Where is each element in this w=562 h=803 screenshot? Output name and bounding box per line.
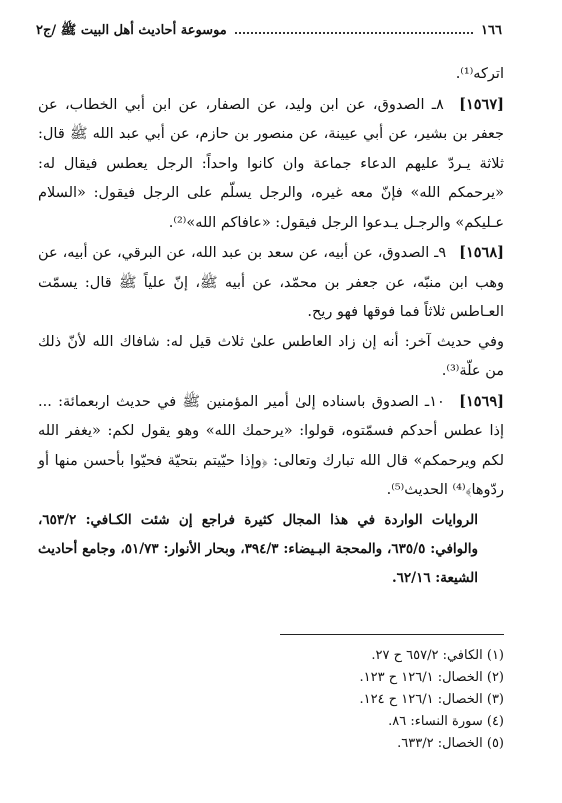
hadith-1569 [38,387,504,506]
hadith-number: [١٥٦٩] [459,392,504,410]
running-title: موسوعة أحاديث أهل البيت ﷺ /ج٢ [36,23,227,38]
hadith-number: [١٥٦٧] [459,95,504,113]
footnote-item: (١) الكافي: ٦٥٧/٢ ح ٢٧. [371,648,504,663]
references-note: الروايات الواردة في هذا المجال كثيرة فراجع إن شئت الكـافي: ٦٥٣/٢، والوافي: ٦٣٥/٥، والمحجة البـيضاء: ٣٩٤/٣، وبحار الأنوار: ٥١/٧٣، وجامع أحاديث الشيعة: ٦٢/١٦. [38,511,479,586]
hadith-text: ٨ـ الصدوق، عن ابن وليد، عن الصفار، عن ابن أبي الخطاب، عن جعفر بن بشير، عن أبي عيينة، عن منصور بن حازم، عن أبي عبد الله ﷺ قال: ثلاثة يـردّ عليهم الدعاء جماعة وان كانوا واحداً: الرجل يعطس فيقال له: «يرحمكم الله» فإنّ معه غيره، والرجل يسلّم على الرجل فيقول: «السلام عـليكم» والرجـل يـدعوا الرجل فيقول: «عافاكم الله»⁽²⁾. [38,96,504,231]
hadith-1568-extra: وفي حديث آخر: أنه إن زاد العاطس علىٰ ثلاث قيل له: شافاك الله لأنّ ذلك من علّة⁽³⁾. [38,333,504,379]
hadith-1567 [38,90,504,239]
hadith-number: [١٥٦٨] [459,244,505,261]
footnote-item: (٤) سورة النساء: ٨٦. [388,714,504,729]
footnote-divider [280,634,504,635]
footnote-item: (٥) الخصال: ٦٣٣/٢. [397,736,504,751]
page-body [38,60,504,593]
hadith-1568 [38,238,504,328]
intro-line: اتركه⁽¹⁾. [455,66,504,82]
footnote-item: (٢) الخصال: ١٢٦/١ ح ١٢٣. [359,670,504,685]
header-dotted-leader [235,32,473,34]
footnotes [38,645,504,755]
footnote-item: (٣) الخصال: ١٢٦/١ ح ١٢٤. [359,692,504,707]
hadith-text: ١٠ـ الصدوق باسناده إلىٰ أمير المؤمنين ﷺ في حديث اربعمائة: ... إذا عطس أحدكم فسمّتوه، قولوا: «يرحمك الله» وهو يقول لكم: «يغفر الله لكم ويرحمكم» قال الله تبارك وتعالى: ﴿وإذا حيّيتم بتحيّة فحيّوا بأحسن منها أو ردّوها﴾⁽⁴⁾ الحديث⁽⁵⁾. [38,393,504,498]
hadith-text: ٩ـ الصدوق، عن أبيه، عن سعد بن عبد الله، عن البرقي، عن أبيه، عن وهب ابن منبّه، عن جعفر بن محمّد، عن أبيه ﷺ، إنّ علياً ﷺ قال: يسمّت العـاطس ثلاثاً فما فوقها فهو ريح. [38,245,504,320]
page-header [36,22,502,41]
page-number: ١٦٦ [481,23,502,38]
